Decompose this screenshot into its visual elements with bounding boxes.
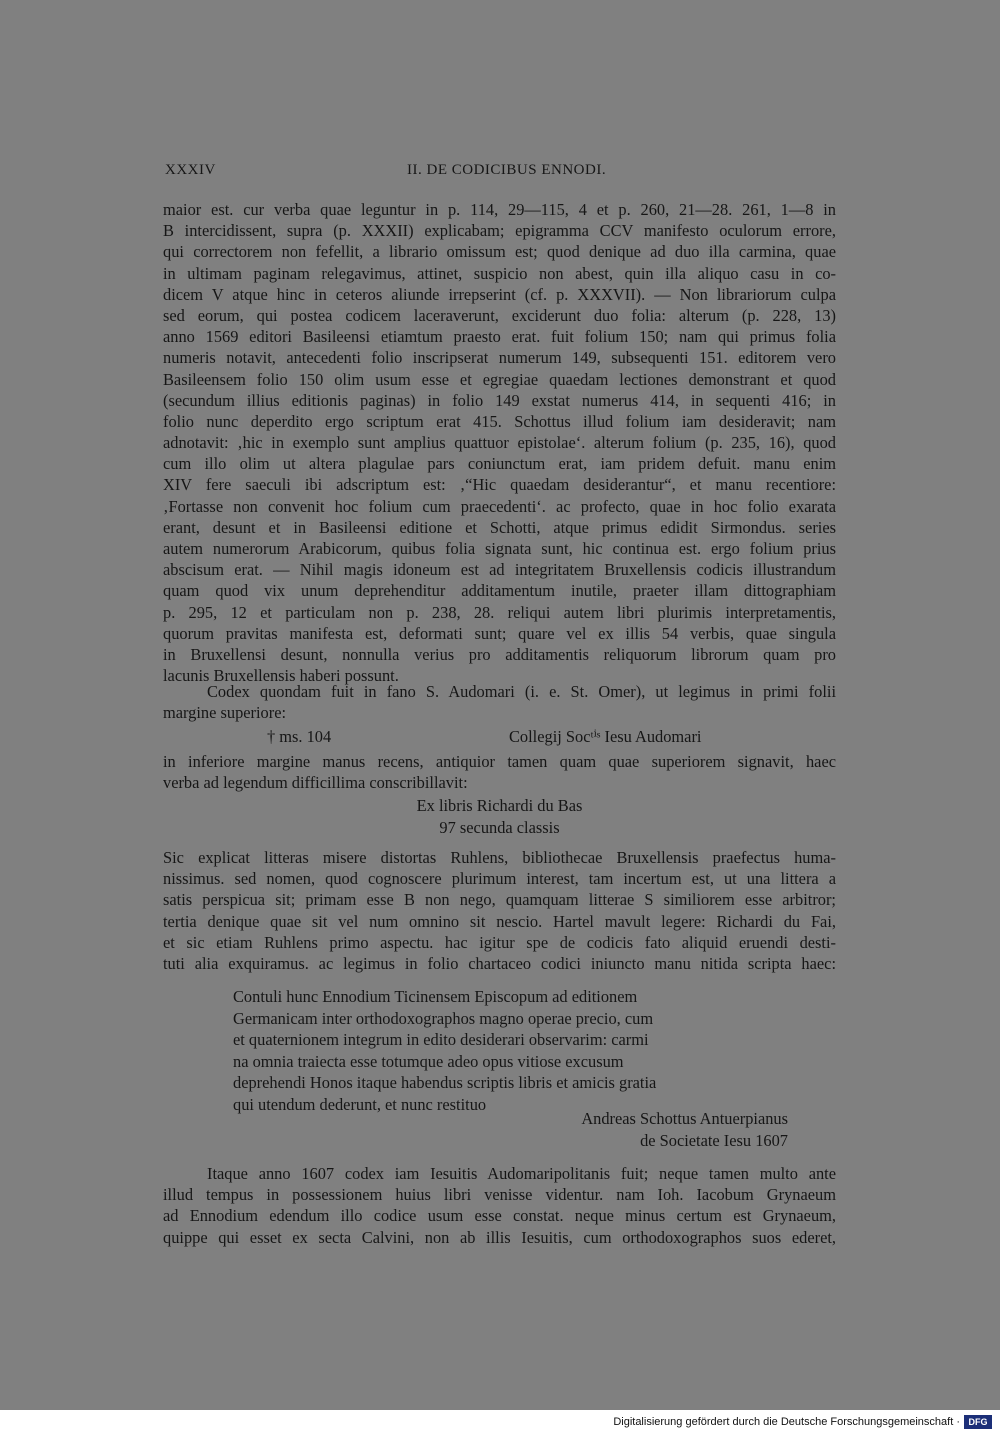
paragraph-3 bbox=[163, 751, 836, 793]
text-line: verba ad legendum difficillima conscribillavit: bbox=[163, 773, 468, 793]
ex-libris-note bbox=[163, 795, 836, 839]
text-line: in ultimam paginam relegavimus, attinet, suspicio non abest, quin illa aliquo casu in co- bbox=[163, 263, 836, 283]
text-line: Sic explicat litteras misere distortas Ruhlens, bibliothecae Bruxellensis praefectus huma- bbox=[163, 848, 836, 867]
text-line: lacunis Bruxellensis haberi possunt. bbox=[163, 666, 399, 686]
text-line: qui utendum dederunt, et nunc restituo bbox=[233, 1094, 487, 1114]
text-line: erant, desunt et in Basileensi editione et Schotti, atque primus edidit Sirmondus. series bbox=[163, 517, 836, 537]
text-line: adnotavit: ‚hic in exemplo sunt amplius quattuor epistolae‘. alterum folium (p. 235, 16), quod bbox=[163, 433, 836, 453]
paragraph-1 bbox=[163, 199, 836, 686]
text-line: maior est. cur verba quae leguntur in p. 114, 29—115, 4 et p. 260, 21—28. 261, 1—8 in bbox=[163, 200, 836, 219]
text-line: B intercidissent, supra (p. XXXII) explicabam; epigramma CCV manifesto oculorum errore, bbox=[163, 221, 836, 241]
text-line: ‚Fortasse non convenit hoc folium cum praecedenti‘. ac profecto, quae in hoc folio exarata bbox=[163, 496, 836, 516]
text-line: cum illo olim ut altera plagulae pars coniunctum erat, iam pridem defuit. manu enim bbox=[163, 454, 836, 474]
text-line: anno 1569 editori Basileensi etiamtum praesto erat. fuit folium 150; nam qui primus folia bbox=[163, 327, 836, 347]
text-line: et quaternionem integrum in edito desiderari observarim: carmi bbox=[233, 1030, 649, 1049]
text-line: quam quod vix unum deprehenditur additamentum inutile, praeter illam dittographiam bbox=[163, 581, 836, 601]
text-line: qui correctorem non fefellit, a librario omissum est; quod denique ad duo illa carmina, quae bbox=[163, 242, 836, 262]
text-line: 97 secunda classis bbox=[439, 818, 560, 837]
text-line: tertia denique quae sit vel num omnino sit nescio. Hartel mavult legere: Richardi du Fai, bbox=[163, 911, 836, 931]
text-line: Itaque anno 1607 codex iam Iesuitis Audomaripolitanis fuit; neque tamen multo ante bbox=[207, 1164, 836, 1183]
text-line: abscisum erat. — Nihil magis idoneum est ad integritatem Bruxellensis codicis illustrandum bbox=[163, 560, 836, 580]
text-line: satis perspicua sit; primam esse B non nego, quamquam litterae S similiorem esse arbitror; bbox=[163, 890, 836, 910]
page-number: XXXIV bbox=[165, 162, 216, 178]
text-line: dicem V atque hinc in ceteros aliunde irrepserint (cf. p. XXXVII). — Non librariorum culpa bbox=[163, 284, 836, 304]
text-line: Ex libris Richardi du Bas bbox=[416, 796, 583, 815]
inscription-collegium: Collegij Socᵗⁱˢ Iesu Audomari bbox=[509, 727, 702, 746]
text-line: XIV fere saeculi ibi adscriptum est: ‚“Hic quaedam desiderantur“, et manu recentiore: bbox=[163, 475, 836, 495]
inscription-line bbox=[163, 727, 836, 748]
text-line: (secundum illius editionis paginas) in folio 149 exstat numerus 414, in sequenti 416; in bbox=[163, 390, 836, 410]
text-line: nissimus. sed nomen, quod cognoscere plurimum interest, tam incertum est, ut una littera a bbox=[163, 869, 836, 889]
text-line: quippe qui esset ex secta Calvini, non ab illis Iesuitis, cum orthodoxographos suos ederet, bbox=[163, 1227, 836, 1247]
text-line: in inferiore margine manus recens, antiquior tamen quam quae superiorem signavit, haec bbox=[163, 752, 836, 771]
page-header bbox=[0, 162, 1000, 184]
schottus-note bbox=[233, 986, 733, 1115]
text-line: margine superiore: bbox=[163, 703, 287, 723]
text-line: Codex quondam fuit in fano S. Audomari (i. e. St. Omer), ut legimus in primi folii bbox=[207, 682, 836, 701]
funding-credit: Digitalisierung gefördert durch die Deutsche Forschungsgemeinschaft · bbox=[613, 1416, 960, 1428]
schottus-signature bbox=[163, 1108, 788, 1152]
text-line: tuti alia exquiramus. ac legimus in folio chartaceo codici iniuncto manu nitida scripta haec: bbox=[163, 953, 836, 973]
text-line: sed eorum, qui postea codicem laceraverunt, exciderunt duo folia: alterum (p. 228, 13) bbox=[163, 305, 836, 325]
text-line: deprehendi Honos itaque habendus scriptis libris et amicis gratia bbox=[233, 1073, 657, 1092]
footer-bar bbox=[0, 1410, 1000, 1434]
text-line: de Societate Iesu 1607 bbox=[640, 1131, 788, 1150]
paragraph-5 bbox=[163, 1163, 836, 1248]
text-line: na omnia traiecta esse totumque adeo opus vitiose excusum bbox=[233, 1051, 624, 1071]
text-line: folio nunc deperdito ergo scriptum erat 415. Schottus illud folium iam desideravit; nam bbox=[163, 411, 836, 431]
running-head: II. DE CODICIBUS ENNODI. bbox=[407, 162, 607, 178]
text-line: Basileensem folio 150 olim usum esse et egregiae quaedam lectiones demonstrant et quod bbox=[163, 369, 836, 389]
text-line: ad Ennodium edendum illo codice usum esse constat. neque minus certum est Grynaeum, bbox=[163, 1206, 836, 1226]
text-line: Germanicam inter orthodoxographos magno operae precio, cum bbox=[233, 1008, 654, 1028]
text-line: Contuli hunc Ennodium Ticinensem Episcopum ad editionem bbox=[233, 987, 638, 1006]
text-line: numeris notavit, antecedenti folio inscripserat numerum 149, subsequenti 151. editorem vero bbox=[163, 348, 836, 368]
text-line: p. 295, 12 et particulam non p. 238, 28. reliqui autem libri plurimis interpretamentis, bbox=[163, 602, 836, 622]
text-line: Andreas Schottus Antuerpianus bbox=[581, 1109, 788, 1128]
text-line: quorum pravitas manifesta est, deformati sunt; quare vel ex illis 54 verbis, quae singula bbox=[163, 623, 836, 643]
text-line: in Bruxellensi desunt, nonnulla verius pro additamentis reliquorum librorum quam pro bbox=[163, 644, 836, 664]
dfg-logo: DFG bbox=[964, 1415, 992, 1429]
paragraph-4 bbox=[163, 847, 836, 974]
text-line: et sic etiam Ruhlens primo aspectu. hac igitur spe de codicis fato aliquid eruendi desti- bbox=[163, 932, 836, 952]
inscription-shelfmark: † ms. 104 bbox=[267, 727, 332, 746]
text-line: autem numerorum Arabicorum, quibus folia signata sunt, hic continua est. ergo folium prius bbox=[163, 539, 836, 558]
text-line: illud tempus in possessionem huius libri venisse videntur. nam Ioh. Iacobum Grynaeum bbox=[163, 1185, 836, 1205]
paragraph-2 bbox=[163, 681, 836, 723]
